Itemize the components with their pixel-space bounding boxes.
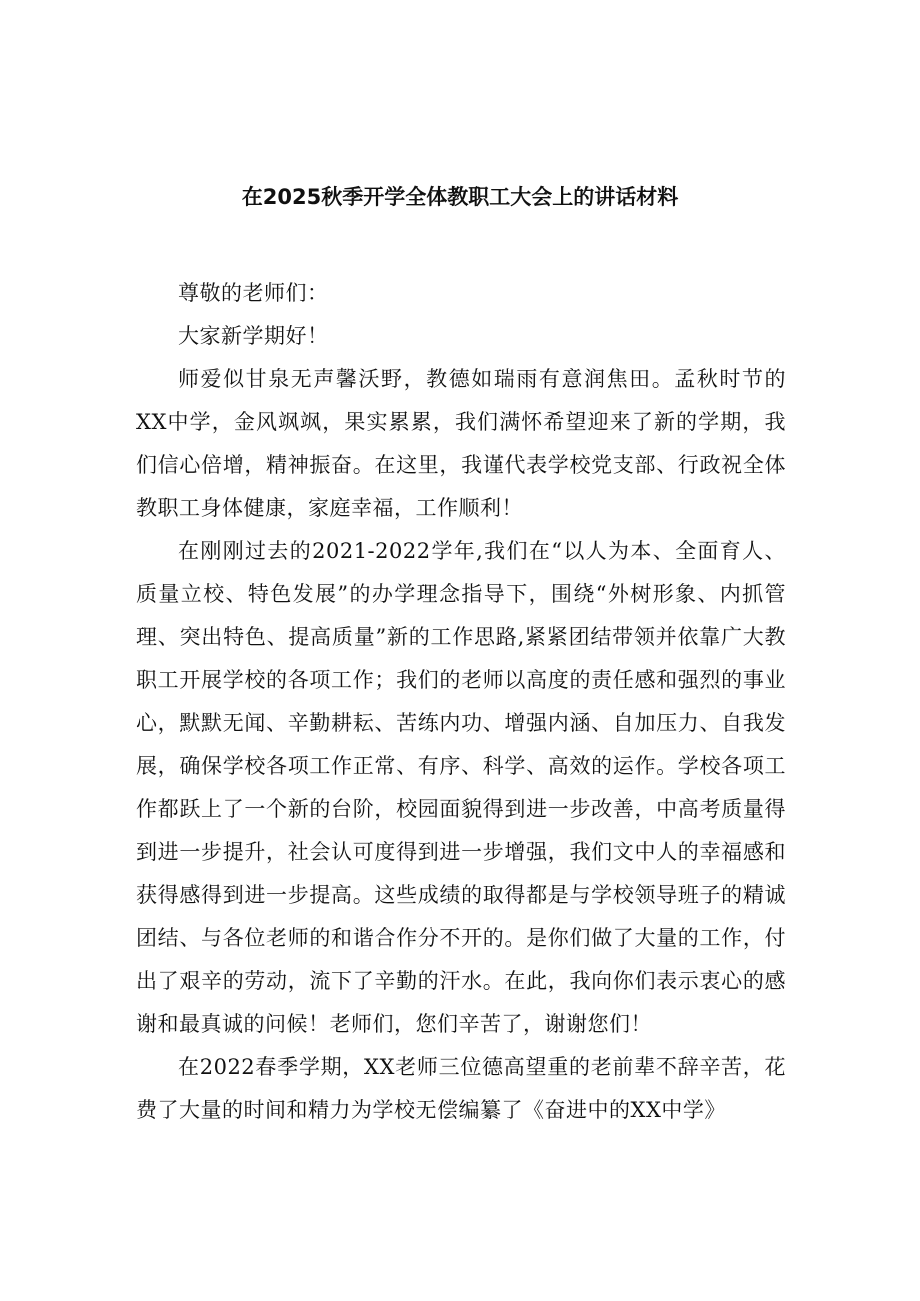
paragraph-opening: 师爱似甘泉无声馨沃野，教德如瑞雨有意润焦田。孟秋时节的XX中学，金风飒飒，果实累累，我们满怀希望迎来了新的学期，我们信心倍增，精神振奋。在这里，我谨代表学校党支部、行政祝全体教职工身体健康，家庭幸福，工作顺利！ [136, 367, 786, 520]
document-body [136, 272, 786, 1132]
paragraph-spring-term: 在2022春季学期，XX老师三位德高望重的老前辈不辞辛苦，花费了大量的时间和精力为学校无偿编纂了《奋进中的XX中学》 [136, 1055, 786, 1122]
paragraph-review: 在刚刚过去的2021-2022学年,我们在“以人为本、全面育人、质量立校、特色发展”的办学理念指导下，围绕“外树形象、内抓管理、突出特色、提高质量”新的工作思路,紧紧团结带领并依靠广大教职工开展学校的各项工作；我们的老师以高度的责任感和强烈的事业心，默默无闻、辛勤耕耘、苦练内功、增强内涵、自加压力、自我发展，确保学校各项工作正常、有序、科学、高效的运作。学校各项工作都跃上了一个新的台阶，校园面貌得到进一步改善，中高考质量得到进一步提升，社会认可度得到进一步增强，我们文中人的幸福感和获得感得到进一步提高。这些成绩的取得都是与学校领导班子的精诚团结、与各位老师的和谐合作分不开的。是你们做了大量的工作，付出了艰辛的劳动，流下了辛勤的汗水。在此，我向你们表示衷心的感谢和最真诚的问候！老师们，您们辛苦了，谢谢您们！ [136, 539, 786, 1036]
document-title: 在2025秋季开学全体教职工大会上的讲话材料 [241, 185, 679, 209]
greeting: 大家新学期好！ [178, 324, 329, 348]
salutation: 尊敬的老师们： [178, 281, 329, 305]
